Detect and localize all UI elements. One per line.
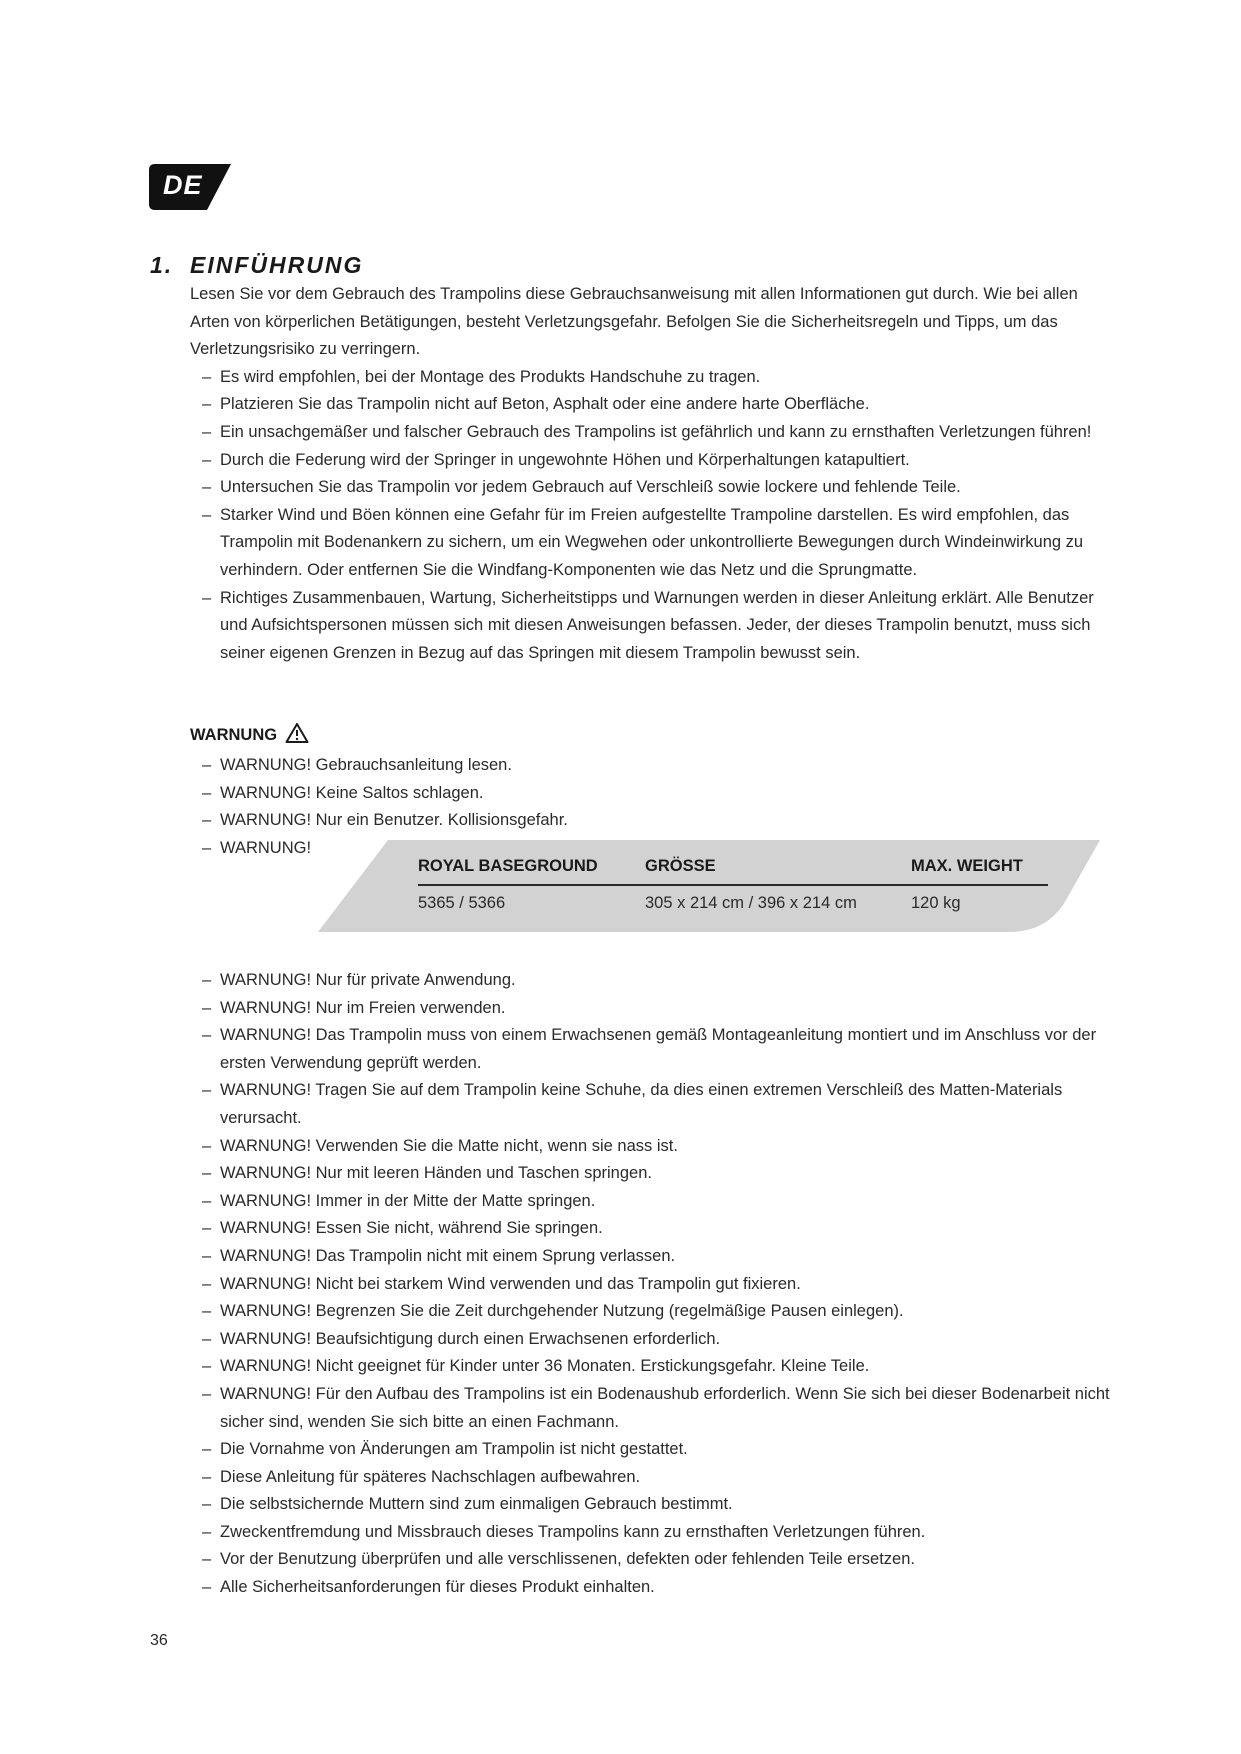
list-item: – Diese Anleitung für späteres Nachschlagen aufbewahren. bbox=[202, 1467, 641, 1486]
warning-list-2 bbox=[190, 967, 1110, 1602]
list-item: – Die selbstsichernde Muttern sind zum einmaligen Gebrauch bestimmt. bbox=[202, 1495, 733, 1514]
list-item: – WARNUNG! Nur ein Benutzer. Kollisionsgefahr. bbox=[202, 811, 568, 830]
list-item: – Ein unsachgemäßer und falscher Gebrauch des Trampolins ist gefährlich und kann zu ernsthaften Verletzungen führen! bbox=[202, 422, 1092, 441]
list-item: – WARNUNG! Nicht geeignet für Kinder unter 36 Monaten. Erstickungsgefahr. Kleine Teile. bbox=[202, 1357, 870, 1376]
spec-value-model: 5365 / 5366 bbox=[418, 894, 506, 912]
list-item: – WARNUNG! Nur für private Anwendung. bbox=[202, 971, 516, 989]
warning-title: WARNUNG bbox=[190, 726, 278, 744]
list-item: – WARNUNG! Gebrauchsanleitung lesen. bbox=[202, 756, 512, 774]
list-item: – Untersuchen Sie das Trampolin vor jedem Gebrauch auf Verschleiß sowie lockere und fehlende Teile. bbox=[202, 478, 961, 497]
language-label: DE bbox=[163, 170, 203, 200]
intro-list bbox=[190, 364, 1110, 668]
list-item: – WARNUNG! Beaufsichtigung durch einen Erwachsenen erforderlich. bbox=[202, 1329, 721, 1348]
list-item: – Richtiges Zusammenbauen, Wartung, Sicherheitstipps und Warnungen werden in dieser Anleitung erklärt. Alle Benutzer und Aufsichtspersonen müssen sich mit diesen Anweisungen befassen. Jeder, der dieses Trampolin benutzt, muss sich seiner eigenen Grenzen in Bezug auf das Springen mit diesem Trampolin bewusst sein. bbox=[202, 588, 1094, 662]
intro-paragraph: Lesen Sie vor dem Gebrauch des Trampolins diese Gebrauchsanweisung mit allen Informationen gut durch. Wie bei allen Arten von körperlichen Betätigungen, besteht Verletzungsgefahr. Befolgen Sie die Sicherheitsregeln und Tipps, um das Verletzungsrisiko zu verringern. bbox=[190, 285, 1078, 359]
list-item: – WARNUNG! Essen Sie nicht, während Sie springen. bbox=[202, 1219, 603, 1238]
spec-table-background bbox=[318, 840, 1100, 932]
list-item: – WARNUNG! Keine Saltos schlagen. bbox=[202, 783, 484, 802]
section-title: EINFÜHRUNG bbox=[190, 252, 364, 278]
warning-heading bbox=[190, 722, 309, 749]
spec-value-weight: 120 kg bbox=[911, 894, 961, 912]
list-item: – WARNUNG! Verwenden Sie die Matte nicht, wenn sie nass ist. bbox=[202, 1136, 678, 1155]
spec-table-divider bbox=[418, 884, 1048, 886]
list-item: – WARNUNG! Immer in der Mitte der Matte springen. bbox=[202, 1191, 596, 1210]
section-number: 1. bbox=[150, 252, 174, 278]
list-item: – WARNUNG! Tragen Sie auf dem Trampolin keine Schuhe, da dies einen extremen Verschleiß des Matten-Materials verursacht. bbox=[202, 1081, 1063, 1127]
spec-value-size: 305 x 214 cm / 396 x 214 cm bbox=[645, 894, 857, 912]
list-item: – WARNUNG! Nicht bei starkem Wind verwenden und das Trampolin gut fixieren. bbox=[202, 1274, 801, 1293]
list-item: – WARNUNG! Das Trampolin muss von einem Erwachsenen gemäß Montageanleitung montiert und im Anschluss vor der ersten Verwendung geprüft werden. bbox=[202, 1026, 1097, 1072]
list-item: – WARNUNG! Für den Aufbau des Trampolins ist ein Bodenaushub erforderlich. Wenn Sie sich bei dieser Bodenarbeit nicht sicher sind, wenden Sie sich bitte an einen Fachmann. bbox=[202, 1384, 1110, 1431]
list-item: – Alle Sicherheitsanforderungen für dieses Produkt einhalten. bbox=[202, 1578, 655, 1597]
spec-header-size: GRÖSSE bbox=[645, 857, 716, 875]
list-item: – Durch die Federung wird der Springer in ungewohnte Höhen und Körperhaltungen katapultiert. bbox=[202, 450, 910, 469]
list-item: – WARNUNG! bbox=[202, 838, 312, 857]
list-item: – WARNUNG! Nur im Freien verwenden. bbox=[202, 998, 506, 1017]
intro-block bbox=[190, 281, 1110, 667]
list-item: – Zweckentfremdung und Missbrauch dieses Trampolins kann zu ernsthaften Verletzungen führen. bbox=[202, 1522, 926, 1541]
page-number: 36 bbox=[150, 1632, 168, 1649]
list-item: – Platzieren Sie das Trampolin nicht auf Beton, Asphalt oder eine andere harte Oberfläche. bbox=[202, 395, 870, 414]
spec-header-model: ROYAL BASEGROUND bbox=[418, 857, 598, 875]
warning-triangle-icon bbox=[285, 722, 309, 749]
list-item: – Starker Wind und Böen können eine Gefahr für im Freien aufgestellte Trampoline darstellen. Es wird empfohlen, das Trampolin mit Bodenankern zu sichern, um ein Wegwehen oder unkontrollierte Bewegungen durch Windeinwirkung zu verhindern. Oder entfernen Sie die Windfang-Komponenten wie das Netz und die Sprungmatte. bbox=[202, 505, 1084, 579]
list-item: – Die Vornahme von Änderungen am Trampolin ist nicht gestattet. bbox=[202, 1440, 688, 1459]
section-heading bbox=[150, 252, 363, 279]
list-item: – WARNUNG! Begrenzen Sie die Zeit durchgehender Nutzung (regelmäßige Pausen einlegen). bbox=[202, 1302, 904, 1321]
list-item: – WARNUNG! Nur mit leeren Händen und Taschen springen. bbox=[202, 1164, 652, 1183]
spec-table bbox=[318, 840, 1100, 932]
list-item: – Vor der Benutzung überprüfen und alle verschlissenen, defekten oder fehlenden Teile ersetzen. bbox=[202, 1550, 915, 1569]
list-item: – WARNUNG! Das Trampolin nicht mit einem Sprung verlassen. bbox=[202, 1246, 676, 1265]
spec-header-weight: MAX. WEIGHT bbox=[911, 857, 1023, 875]
list-item: – Es wird empfohlen, bei der Montage des Produkts Handschuhe zu tragen. bbox=[202, 367, 761, 386]
